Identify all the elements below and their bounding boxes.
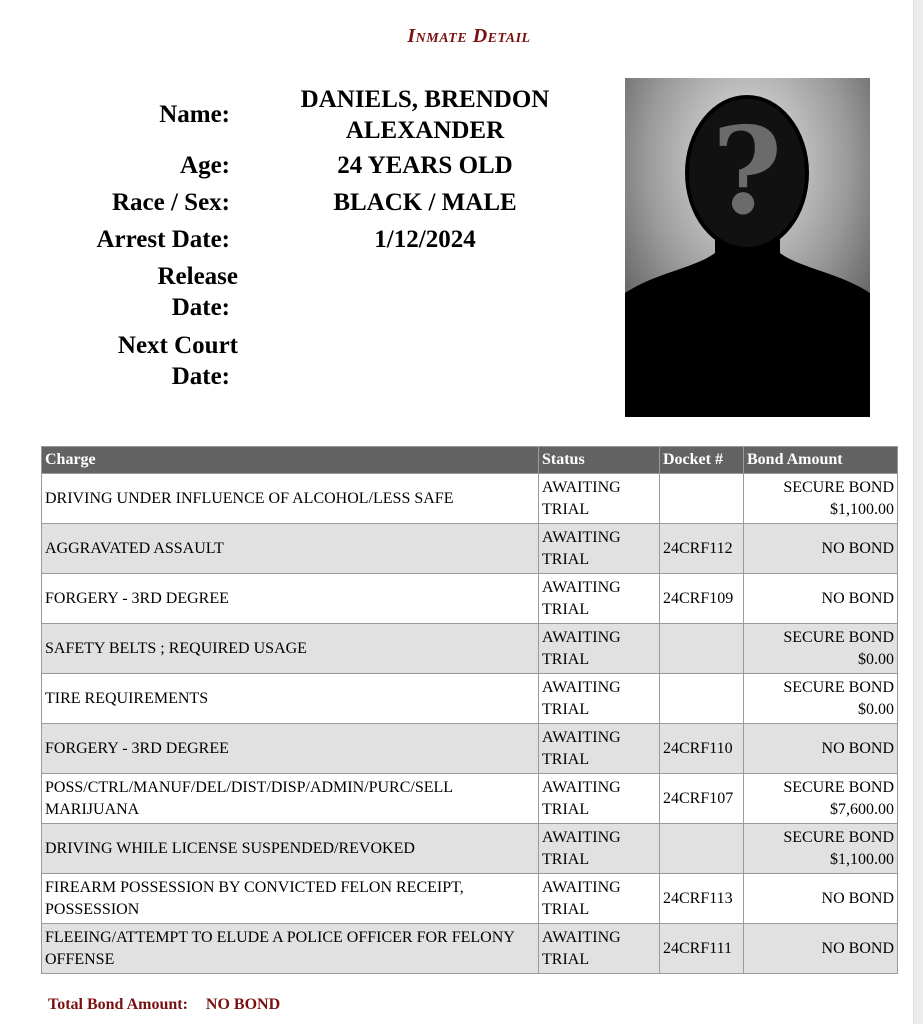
status-line2: TRIAL — [542, 700, 590, 718]
arrest-date-label: Arrest Date: — [96, 226, 230, 253]
status-cell — [539, 474, 660, 524]
status-line2: TRIAL — [542, 800, 590, 818]
status-cell — [539, 724, 660, 774]
bond-amount: $1,100.00 — [830, 850, 894, 868]
status-cell — [539, 924, 660, 974]
name-label: Name: — [159, 101, 230, 128]
bond-type: SECURE BOND — [783, 828, 894, 846]
status-cell — [539, 874, 660, 924]
charge-cell: SAFETY BELTS ; REQUIRED USAGE — [42, 624, 539, 674]
bond-type: NO BOND — [821, 539, 894, 557]
table-row — [42, 674, 898, 724]
docket-cell — [660, 674, 744, 724]
bond-cell — [744, 674, 898, 724]
total-bond-value: NO BOND — [205, 996, 281, 1013]
table-row — [42, 924, 898, 974]
bond-cell — [744, 924, 898, 974]
docket-cell: 24CRF109 — [660, 574, 744, 624]
docket-cell — [660, 824, 744, 874]
status-line1: AWAITING — [542, 578, 621, 596]
header-charge: Charge — [42, 447, 539, 474]
table-row — [42, 474, 898, 524]
charge-cell: DRIVING WHILE LICENSE SUSPENDED/REVOKED — [42, 824, 539, 874]
status-line1: AWAITING — [542, 478, 621, 496]
docket-cell — [660, 474, 744, 524]
table-row — [42, 824, 898, 874]
header-status: Status — [539, 447, 660, 474]
table-row — [42, 624, 898, 674]
release-date-value — [230, 261, 620, 323]
bond-cell — [744, 824, 898, 874]
status-line2: TRIAL — [542, 900, 590, 918]
next-court-date-value — [230, 330, 620, 392]
docket-cell: 24CRF107 — [660, 774, 744, 824]
name-value — [230, 84, 620, 146]
table-row — [42, 724, 898, 774]
table-row — [42, 524, 898, 574]
header-bond: Bond Amount — [744, 447, 898, 474]
status-cell — [539, 624, 660, 674]
release-date-label-2: Date: — [171, 294, 230, 321]
status-line1: AWAITING — [542, 928, 621, 946]
race-sex-value: BLACK / MALE — [333, 189, 517, 216]
bond-cell — [744, 524, 898, 574]
bond-amount: $7,600.00 — [830, 800, 894, 818]
total-bond — [48, 996, 280, 1014]
status-line2: TRIAL — [542, 500, 590, 518]
status-line1: AWAITING — [542, 778, 621, 796]
next-court-date-label — [40, 330, 238, 392]
age-label: Age: — [180, 152, 230, 179]
table-row — [42, 874, 898, 924]
charge-cell: FORGERY - 3RD DEGREE — [42, 574, 539, 624]
header-docket: Docket # — [660, 447, 744, 474]
status-line2: TRIAL — [542, 650, 590, 668]
charge-cell: FLEEING/ATTEMPT TO ELUDE A POLICE OFFICER FOR FELONY OFFENSE — [42, 924, 539, 974]
scrollbar[interactable] — [913, 0, 923, 1024]
bond-amount: $0.00 — [858, 650, 894, 668]
total-bond-label: Total Bond Amount: — [48, 996, 188, 1013]
bond-type: NO BOND — [821, 889, 894, 907]
status-line1: AWAITING — [542, 728, 621, 746]
table-row — [42, 774, 898, 824]
bond-cell — [744, 874, 898, 924]
bond-cell — [744, 774, 898, 824]
bond-type: NO BOND — [821, 739, 894, 757]
status-cell — [539, 524, 660, 574]
inmate-info — [40, 84, 620, 392]
bond-amount: $0.00 — [858, 700, 894, 718]
status-line2: TRIAL — [542, 950, 590, 968]
docket-cell: 24CRF110 — [660, 724, 744, 774]
unknown-person-icon — [625, 78, 870, 417]
bond-type: NO BOND — [821, 589, 894, 607]
status-line2: TRIAL — [542, 600, 590, 618]
status-line2: TRIAL — [542, 850, 590, 868]
docket-cell: 24CRF111 — [660, 924, 744, 974]
status-line1: AWAITING — [542, 528, 621, 546]
bond-type: SECURE BOND — [783, 678, 894, 696]
race-sex-label: Race / Sex: — [111, 189, 230, 216]
charge-cell: FORGERY - 3RD DEGREE — [42, 724, 539, 774]
docket-cell: 24CRF113 — [660, 874, 744, 924]
status-line2: TRIAL — [542, 750, 590, 768]
status-line1: AWAITING — [542, 828, 621, 846]
charge-cell: POSS/CTRL/MANUF/DEL/DIST/DISP/ADMIN/PURC/SELL MARIJUANA — [42, 774, 539, 824]
status-line1: AWAITING — [542, 628, 621, 646]
status-cell — [539, 574, 660, 624]
release-date-label-1: Release — [157, 263, 238, 290]
charges-table — [41, 446, 898, 974]
name-line2: ALEXANDER — [345, 117, 505, 144]
bond-type: NO BOND — [821, 939, 894, 957]
status-line1: AWAITING — [542, 878, 621, 896]
name-line1: DANIELS, BRENDON — [300, 86, 550, 113]
status-line2: TRIAL — [542, 550, 590, 568]
bond-type: SECURE BOND — [783, 478, 894, 496]
charge-cell: DRIVING UNDER INFLUENCE OF ALCOHOL/LESS SAFE — [42, 474, 539, 524]
table-row — [42, 574, 898, 624]
inmate-photo — [625, 78, 870, 417]
bond-cell — [744, 624, 898, 674]
status-cell — [539, 674, 660, 724]
status-line1: AWAITING — [542, 678, 621, 696]
page-title: Inmate Detail — [407, 25, 531, 47]
bond-type: SECURE BOND — [783, 778, 894, 796]
docket-cell: 24CRF112 — [660, 524, 744, 574]
bond-cell — [744, 724, 898, 774]
release-date-label — [40, 261, 238, 323]
status-cell — [539, 824, 660, 874]
charge-cell: TIRE REQUIREMENTS — [42, 674, 539, 724]
charge-cell: FIREARM POSSESSION BY CONVICTED FELON RECEIPT, POSSESSION — [42, 874, 539, 924]
docket-cell — [660, 624, 744, 674]
arrest-date-value: 1/12/2024 — [374, 226, 476, 253]
bond-amount: $1,100.00 — [830, 500, 894, 518]
bond-cell — [744, 474, 898, 524]
next-court-label-1: Next Court — [117, 332, 238, 359]
charge-cell: AGGRAVATED ASSAULT — [42, 524, 539, 574]
next-court-label-2: Date: — [171, 363, 230, 390]
svg-text:?: ? — [711, 101, 783, 242]
bond-type: SECURE BOND — [783, 628, 894, 646]
age-value: 24 YEARS OLD — [337, 152, 513, 179]
bond-cell — [744, 574, 898, 624]
status-cell — [539, 774, 660, 824]
